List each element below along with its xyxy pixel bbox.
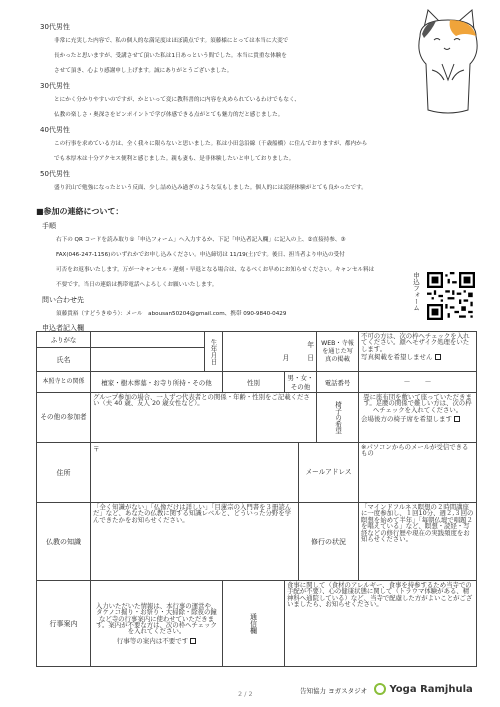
qr-code-icon[interactable] — [427, 272, 475, 320]
web-photo-label: WEB・寺報を通じた写真の掲載 — [317, 332, 359, 372]
address-label: 住所 — [37, 443, 91, 503]
web-photo-cell: 不可の方は、次の枠へチェックを入れてください。顔へモザイク処理をいたします。 写真掲載を希望しません — [359, 332, 477, 372]
relation-label: 本照寺との関係 — [37, 372, 91, 393]
knowledge-field[interactable]: 「全く知識がない」「仏像だけは詳しい」「目蓮宗の入門書を３冊読んだ」など、あなたの仏教に関する知識レベルと、どういった分野を学んできたかをお知らせください。 — [91, 503, 299, 581]
review-age: 40代男性 — [40, 126, 70, 134]
form-title: 申込者記入欄 — [42, 324, 84, 332]
application-form — [36, 331, 477, 667]
chair-label: 椅子の希望 — [317, 393, 359, 443]
furigana-label: ふりがな — [37, 332, 91, 348]
contact-heading: ■参加の連絡について： — [36, 207, 124, 216]
event-checkbox[interactable]: 行事等の案内は不要です — [93, 638, 220, 644]
chair-checkbox[interactable]: 会場後方の椅子席を希望します — [361, 416, 474, 422]
inquiry-title: 問い合わせ先 — [42, 296, 84, 304]
gender-label: 性別 — [223, 372, 285, 393]
knowledge-label: 仏教の知識 — [37, 503, 91, 581]
birthday-label: 生年月日 — [205, 332, 223, 372]
cat-illustration — [410, 6, 490, 120]
chair-cell: 畳に座布団を敷いて座っていただきます。足腰の関係で難しい方は、次の枠へチェックを入れてください。 会場後方の椅子席を希望します — [359, 393, 477, 443]
name-field[interactable] — [91, 348, 205, 372]
checkbox[interactable] — [454, 416, 460, 422]
review-item — [40, 20, 410, 79]
web-photo-checkbox[interactable]: 写真掲載を希望しません — [361, 354, 474, 360]
gender-options[interactable]: 男・女・その他 — [285, 372, 317, 393]
brand-name: Yoga Ramjhula — [389, 684, 473, 695]
phone-field[interactable]: － － — [359, 372, 477, 393]
email-field[interactable]: ※パソコンからのメールが受信できるもの — [359, 443, 477, 503]
inquiry-text: 須藤貴裕（すどうきゆう）：メール abousan50204@gmail.com、携帯 090-9840-0429 — [56, 311, 287, 317]
name-label: 氏名 — [37, 348, 91, 372]
reviews-section — [40, 20, 410, 196]
phone-label: 電話番号 — [317, 372, 359, 393]
event-label: 行事案内 — [37, 581, 91, 667]
cat-praying-icon — [410, 6, 490, 116]
contact-section — [36, 205, 436, 335]
comm-label: 通信欄 — [223, 581, 285, 667]
review-age: 50代男性 — [40, 170, 70, 178]
qr-label: 申込フォーム — [412, 272, 420, 311]
checkbox[interactable] — [190, 638, 196, 644]
procedure-title: 手順 — [42, 222, 56, 230]
address-field[interactable]: 〒 — [91, 443, 299, 503]
relation-options[interactable]: 檀家・樹木葬墓・お寺り所持・その他 — [91, 372, 223, 393]
cooperation-label: 告知協力 ヨガスタジオ — [300, 687, 368, 695]
review-text: 盛り沢山で勉強になったという反面、少し詰め込み過ぎのような気もしました。個人的には読経体験がとても良かったです。 — [54, 185, 367, 191]
footer-cooperation — [300, 686, 367, 695]
yoga-logo-icon — [374, 683, 386, 695]
practice-label: 修行の状況 — [299, 503, 359, 581]
review-text: この行事を求めている方は、全く我々に限らないと思いました。私は小田急沿線（千歳船橋）に住んでおりますが、都内から でも本厚木は十分アクセス便利と感じました。親も妻も、是非体験したいと申しておりました。 — [54, 141, 368, 162]
review-age: 30代男性 — [40, 23, 70, 31]
checkbox[interactable] — [435, 354, 441, 360]
comm-field[interactable]: 食事に関して（食材のアレルギー、食事を持参するため当寺での手配が不要）、心の健康状態に関して（トラウマ体験がある、精神科へ通院している）など、当寺で配慮した方がよいことがございましたら、お知らせください。 — [285, 581, 477, 667]
review-age: 30代男性 — [40, 82, 70, 90]
review-item — [40, 167, 410, 196]
brand-logo — [374, 683, 473, 695]
review-item — [40, 79, 410, 123]
birthday-field[interactable]: 年 月 日 — [223, 332, 317, 372]
review-text: とにかく分かりやすいのですが、かといって変に教科書的に内容を丸められているわけでもなく、 仏教の楽しさ・奥深さをピンポイントで学び体感できる点がとても魅力的だと感じました。 — [54, 97, 301, 118]
practice-field[interactable]: 「マインドフルネス瞑想の２時間講座に一度参加し、１回10分、週２,３回の瞑想を始めて半年」「毎朝仏壇で唱題２を唱えている」など、瞑想・読経・写経などの修行歴や現在の実践頻度をお知らせください。 — [359, 503, 477, 581]
page-number: 2 / 2 — [238, 690, 253, 698]
review-item — [40, 123, 410, 167]
others-label: その他の参加者 — [37, 393, 91, 443]
event-cell: 入力いただいた情報は、本行事の運営や、タケノコ掘り・お祭り・大掃除・除夜の鐘など寺の行事案内に使わせていただきます。案内が不要な方は、次の枠へチェックを入れてください。 行事等の案内は不要です — [91, 581, 223, 667]
review-text: 非常に充実した内容で、私の個人的な満足度はほぼ満点です。須藤様にとっては本当に大変で 長かったと思いますが、受講させて頂いた私は1日あっという間でした。本当に貴重な体験を させて頂き、心より感謝申し上げます。誠にありがとうございました。 — [54, 38, 289, 74]
procedure-text: 右下の QR コードを読み取り①「申込フォーム」へ入力するか、下記「申込者記入欄」に記入の上、②直接持参、③ FAX(046-247-1156)のいずれかでお申し込みください。申込締切は 11/19(土)です。後日、担当者より申込の受付 可否をお返事いたします。万が一キャンセル・遅刻・早退となる場合は、なるべくお早めにお知らせください。キャンセル料は 不要です。当日の連絡は携帯電話へよろしくお願いいたします。 — [56, 237, 375, 288]
furigana-field[interactable] — [91, 332, 205, 348]
email-label: メールアドレス — [299, 443, 359, 503]
others-field[interactable]: グループ参加の場合、一人ずつ代表者との関係・年齢・性別をご記載ください（夫 40 歳、友人 20 歳女性など）。 — [91, 393, 317, 443]
